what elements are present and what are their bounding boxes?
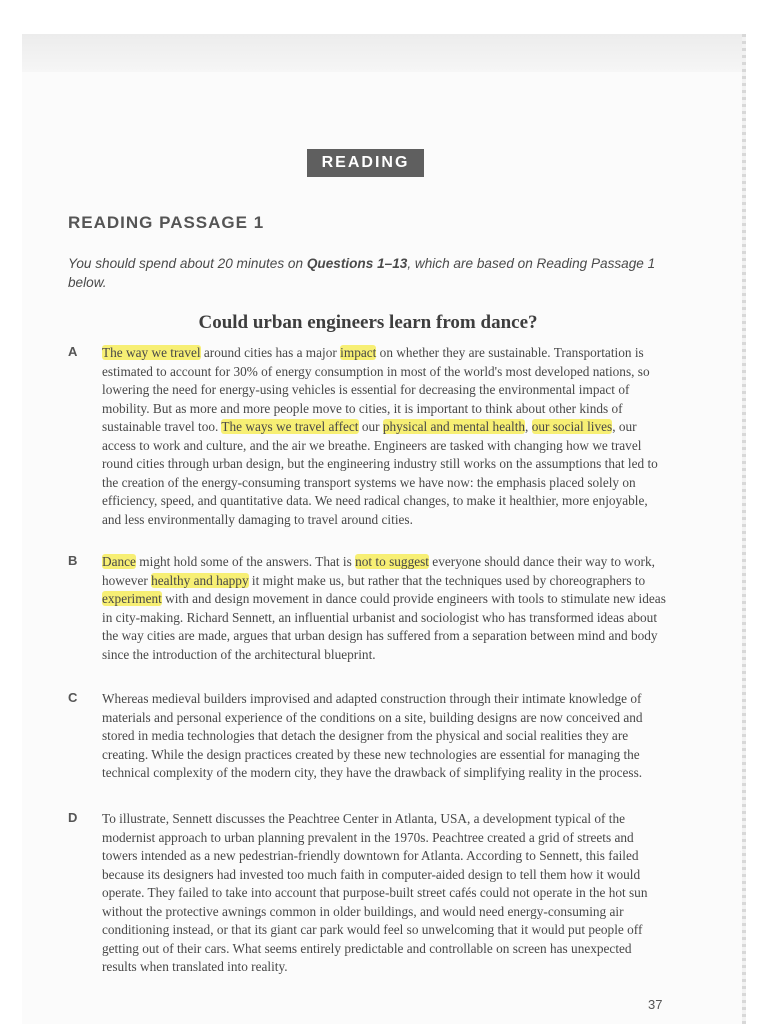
paragraph-letter: B xyxy=(68,553,78,568)
paragraph-letter: D xyxy=(68,810,78,825)
scan-top-band xyxy=(22,34,744,72)
highlighted-text: experiment xyxy=(102,591,162,606)
text-run: with and design movement in dance could provide engineers with tools to stimulate new ideas in city-making. Richard Sennett, an influential urbanist and sociologist who has transformed ideas about the way cities are made, argues that urban design has suffered from a separation between mind and body since the introduction of the architectural blueprint. xyxy=(102,591,666,662)
text-run: it might make us, but rather that the techniques used by choreographers to xyxy=(248,572,646,588)
instruction-post: , which are based on Reading Passage 1 below. xyxy=(68,256,656,290)
text-run: on whether they are sustainable. Transportation is estimated to account for 30% of energy consumption in most of the world's most developed nations, so lowering the need for energy-using vehicles is essential for decreasing the environmental impact of mobility. But as more and more people move to cities, it is important to think about other kinds of sustainable travel too. xyxy=(102,345,650,434)
highlighted-text: physical and mental health xyxy=(382,419,526,434)
text-run: around cities has a major xyxy=(200,345,341,360)
paragraph-body xyxy=(102,810,668,977)
paragraph-body xyxy=(102,553,668,664)
text-run: might hold some of the answers. That is xyxy=(135,554,356,569)
text-run: , xyxy=(525,419,532,434)
highlighted-text: The way we travel xyxy=(102,345,201,360)
text-run: Whereas medieval builders improvised and adapted construction through their intimate knowledge of materials and personal experience of the conditions on a site, building designs are now conceived and stored in media technologies that detach the designer from the physical and social realities they are creating. While the design practices created by these new technologies are essential for managing the technical complexity of the modern city, they have the drawback of simplifying reality in the process. xyxy=(102,691,643,780)
article-title: Could urban engineers learn from dance? xyxy=(198,312,538,333)
scan-right-edge xyxy=(742,34,746,1024)
paragraph-letter: C xyxy=(68,690,78,705)
highlighted-text: The ways we travel affect xyxy=(221,419,359,434)
instruction-questions: Questions 1–13 xyxy=(306,256,408,271)
highlighted-text: not to suggest xyxy=(355,554,429,569)
text-run: To illustrate, Sennett discusses the Peachtree Center in Atlanta, USA, a development typical of the modernist approach to urban planning prevalent in the 1970s. Peachtree created a grid of streets and towers intended as a new pedestrian-friendly downtown for Atlanta. According to Sennett, this failed because its designers had invested too much faith in computer-aided design to tell them how it would operate. They failed to take into account that purpose-built street cafés could not operate in the hot sun without the protective awnings common in older buildings, and would need energy-consuming air conditioning instead, or that its giant car park would feel so unwelcoming that it would put people off getting out of their cars. What seems entirely predictable and controllable on screen has unexpected results when translated into reality. xyxy=(102,811,648,974)
highlighted-text: Dance xyxy=(102,554,136,569)
highlighted-text: impact xyxy=(340,345,377,360)
paragraph-body xyxy=(102,344,668,529)
instruction-pre: You should spend about 20 minutes on xyxy=(68,256,307,271)
page-number: 37 xyxy=(648,997,663,1012)
highlighted-text: our social lives xyxy=(531,419,613,434)
passage-title: READING PASSAGE 1 xyxy=(68,213,265,232)
instruction-text xyxy=(68,254,668,292)
highlighted-text: healthy and happy xyxy=(151,572,249,588)
paragraph-body xyxy=(102,690,668,783)
paragraph-letter: A xyxy=(68,344,78,359)
text-run: , our access to work and culture, and the air we breathe. Engineers are tasked with changing how we travel round cities through urban design, but the engineering industry still works on the assumptions that led to the creation of the energy-consuming transport systems we have now: the emphasis placed solely on efficiency, speed, and quantitative data. We need radical changes, to make it healthier, more enjoyable, and less environmentally damaging to travel around cities. xyxy=(102,419,658,527)
text-run: everyone should dance their way to work, however xyxy=(102,554,655,588)
text-run: our xyxy=(358,419,383,434)
section-label: READING xyxy=(307,149,424,177)
